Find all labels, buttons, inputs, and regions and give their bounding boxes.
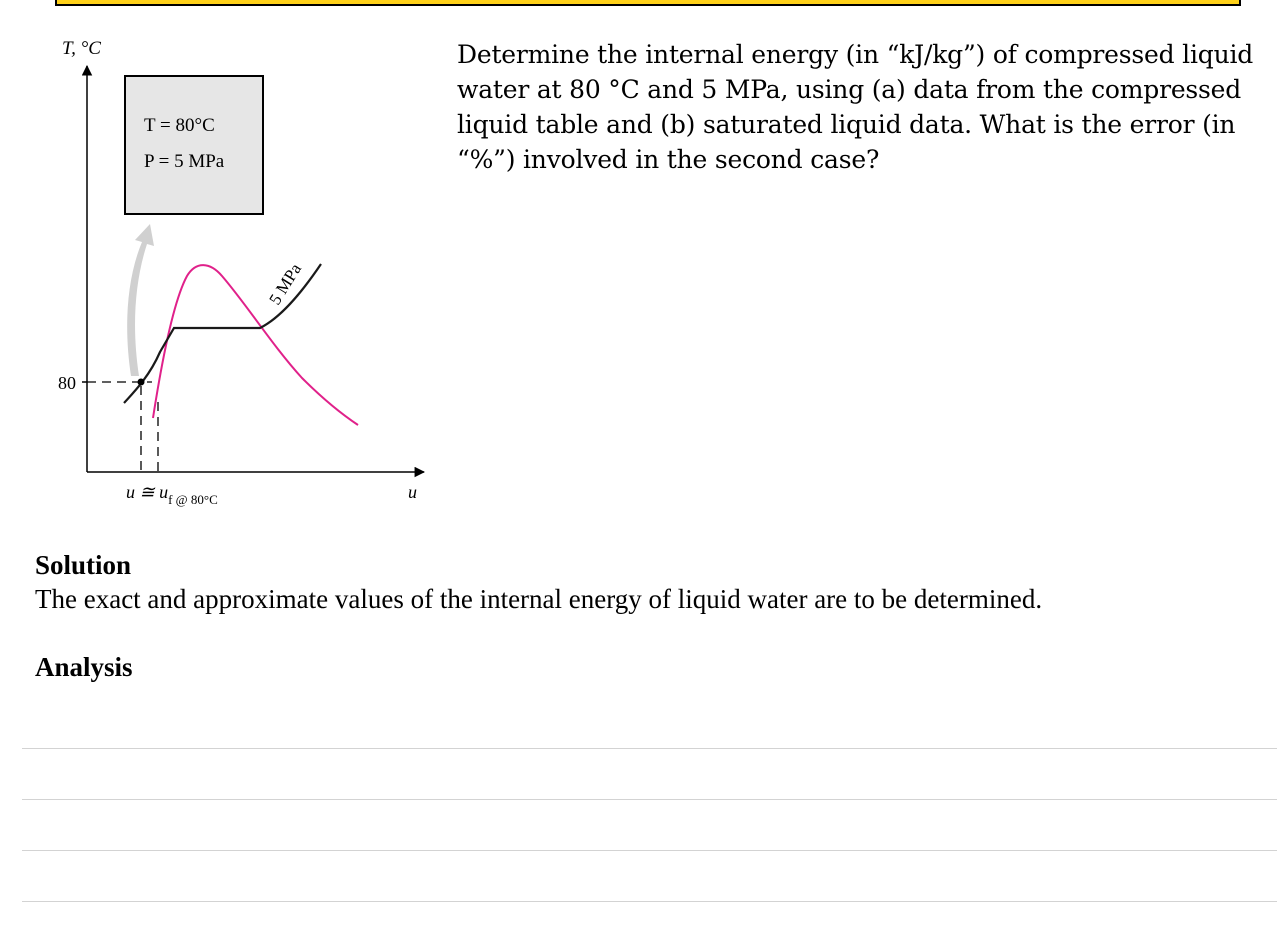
state-box-pressure: P = 5 MPa [144,151,225,172]
answer-line[interactable] [22,748,1277,749]
state-box-temperature: T = 80°C [144,115,215,136]
answer-line[interactable] [22,901,1277,902]
t-u-diagram [0,0,460,520]
isobar-label: 5 MPa [265,259,306,309]
solution-text: The exact and approximate values of the internal energy of liquid water are to be determined. [35,584,1043,614]
u-annotation-subscript: f @ 80°C [168,492,218,507]
x-axis-label: u [408,482,417,502]
u-annotation [126,482,218,507]
saturation-dome [153,265,358,425]
state-arrow [127,224,154,376]
solution-heading: Solution [35,550,132,580]
state-box [125,76,263,214]
state-point [138,379,145,386]
answer-line[interactable] [22,799,1277,800]
analysis-heading: Analysis [35,652,133,682]
y-axis-label: T, °C [62,38,101,59]
answer-line[interactable] [22,850,1277,851]
u-annotation-main: u ≅ u [126,482,169,502]
problem-statement: Determine the internal energy (in “kJ/kg”) of compressed liquid water at 80 °C and 5 MPa, using (a) data from the compressed liquid table and (b) saturated liquid data. What is the error (in “%”) involved in the second case? [457,40,1254,174]
y-tick-label: 80 [58,373,76,393]
